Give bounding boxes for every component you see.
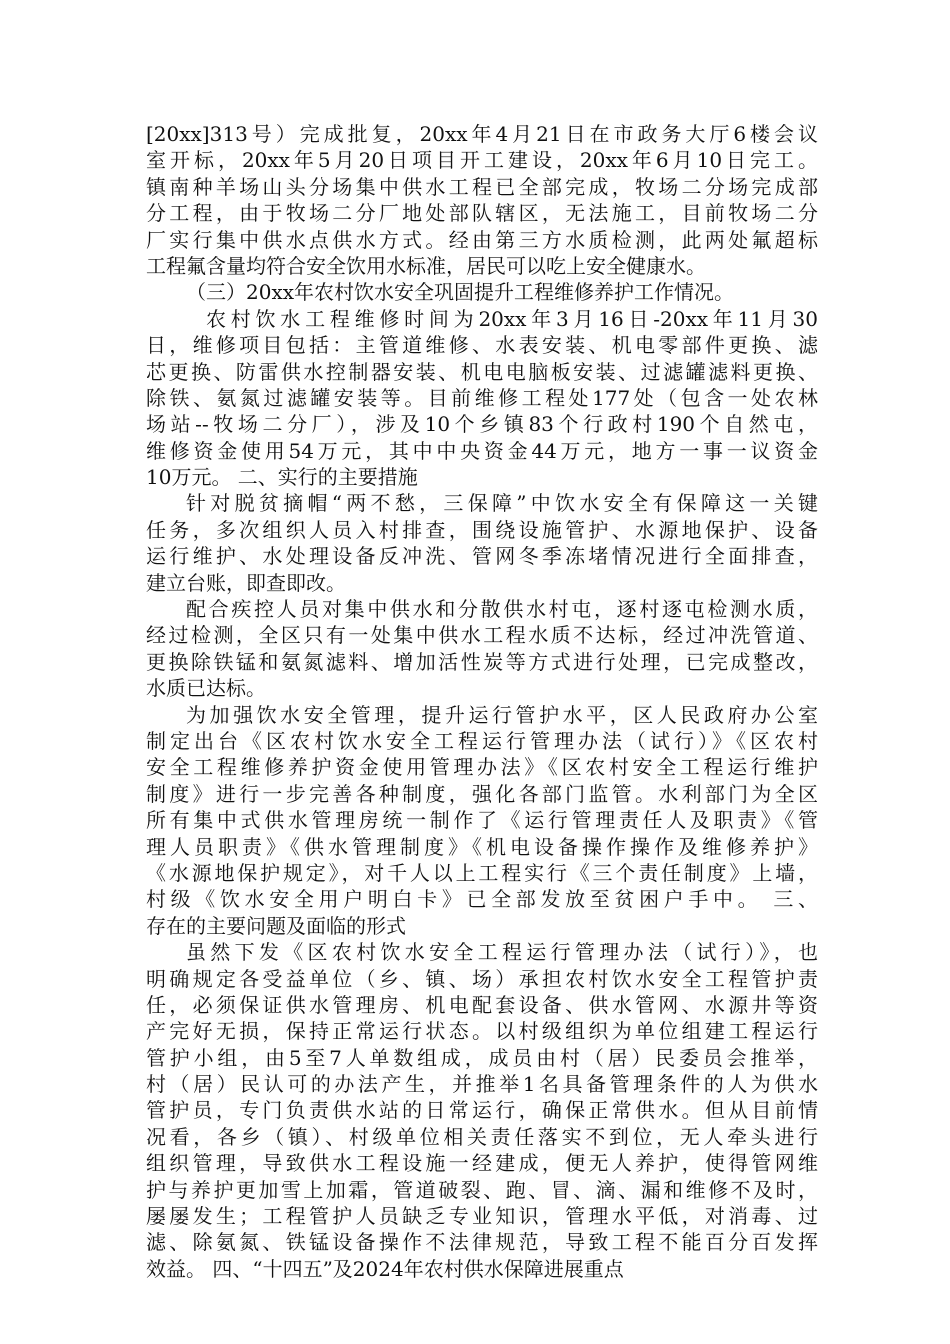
text-line: 维修资金使用54万元，其中中央资金44万元，地方一事一议资金 <box>146 438 818 463</box>
text-line: [20xx]313号）完成批复，20xx年4月21日在市政务大厅6楼会议 <box>146 122 818 146</box>
text-line: 为加强饮水安全管理，提升运行管护水平，区人民政府办公室 <box>186 702 818 727</box>
text-line: 组织管理，导致供水工程设施一经建成，便无人养护，使得管网维 <box>146 1151 818 1176</box>
text-line: 更换除铁锰和氨氮滤料、增加活性炭等方式进行处理，已完成整改， <box>146 649 818 674</box>
text-line: 存在的主要问题及面临的形式 <box>146 913 406 938</box>
text-line: 村级《饮水安全用户明白卡》已全部发放至贫困户手中。 三、 <box>146 887 818 912</box>
text-line: 屡屡发生；工程管护人员缺乏专业知识，管理水平低，对消毒、过 <box>146 1204 818 1229</box>
text-line: 运行维护、水处理设备反冲洗、管网冬季冻堵情况进行全面排查， <box>146 544 818 569</box>
text-line: 分工程，由于牧场二分厂地处部队辖区，无法施工，目前牧场二分 <box>146 201 818 226</box>
text-line: 芯更换、防雷供水控制器安装、机电电脑板安装、过滤罐滤料更换、 <box>146 359 818 384</box>
text-line: 镇南种羊场山头分场集中供水工程已全部完成，牧场二分场完成部 <box>146 174 818 199</box>
text-line: 安全工程维修养护资金使用管理办法》《区农村安全工程运行维护 <box>146 755 818 780</box>
text-line: 农村饮水工程维修时间为20xx年3月16日-20xx年11月30 <box>206 306 818 331</box>
text-line: 《水源地保护规定》，对千人以上工程实行《三个责任制度》上墙， <box>146 860 818 885</box>
text-line: 厂实行集中供水点供水方式。经由第三方水质检测，此两处氟超标 <box>146 227 818 252</box>
text-line: 虽然下发《区农村饮水安全工程运行管理办法（试行）》，也 <box>186 940 818 965</box>
text-line: 效益。 四、“十四五”及2024年农村供水保障进展重点 <box>146 1256 624 1281</box>
text-line: 除铁、氨氮过滤罐安装等。目前维修工程处177处（包含一处农林 <box>146 385 818 410</box>
text-line: 水质已达标。 <box>146 676 266 701</box>
text-line: 滤、除氨氮、铁锰设备操作不法律规范，导致工程不能百分百发挥 <box>146 1230 818 1255</box>
text-line: 制度》进行一步完善各种制度，强化各部门监管。水利部门为全区 <box>146 781 818 806</box>
text-line: 制定出台《区农村饮水安全工程运行管理办法（试行）》《区农村 <box>146 728 818 753</box>
text-line: 明确规定各受益单位（乡、镇、场）承担农村饮水安全工程管护责 <box>146 966 818 991</box>
text-line: 护与养护更加雪上加霜，管道破裂、跑、冒、滴、漏和维修不及时， <box>146 1177 818 1202</box>
text-line: 所有集中式供水管理房统一制作了《运行管理责任人及职责》《管 <box>146 808 818 833</box>
text-line: 10万元。 二、实行的主要措施 <box>146 465 418 490</box>
text-line: 任务，多次组织人员入村排查，围绕设施管护、水源地保护、设备 <box>146 517 818 542</box>
section-heading: （三）20xx年农村饮水安全巩固提升工程维修养护工作情况。 <box>186 280 735 305</box>
text-line: 针对脱贫摘帽“两不愁，三保障”中饮水安全有保障这一关键 <box>186 491 818 516</box>
text-line: 任，必须保证供水管理房、机电配套设备、供水管网、水源井等资 <box>146 992 818 1017</box>
text-line: 产完好无损，保持正常运行状态。以村级组织为单位组建工程运行 <box>146 1019 818 1044</box>
text-line: 工程氟含量均符合安全饮用水标准，居民可以吃上安全健康水。 <box>146 253 706 278</box>
text-line: 建立台账，即查即改。 <box>146 570 346 595</box>
text-line: 经过检测，全区只有一处集中供水工程水质不达标，经过冲洗管道、 <box>146 623 818 648</box>
text-line: 况看，各乡（镇）、村级单位相关责任落实不到位，无人牵头进行 <box>146 1124 818 1149</box>
document-body <box>146 121 818 1282</box>
text-line: 村（居）民认可的办法产生，并推举1名具备管理条件的人为供水 <box>146 1072 818 1097</box>
text-line: 管护小组，由5至7人单数组成，成员由村（居）民委员会推举， <box>146 1045 818 1070</box>
text-line: 理人员职责》《供水管理制度》《机电设备操作操作及维修养护》 <box>146 834 818 859</box>
text-line: 室开标，20xx年5月20日项目开工建设，20xx年6月10日完工。 <box>146 148 818 173</box>
text-line: 场站--牧场二分厂），涉及10个乡镇83个行政村190个自然屯， <box>146 412 818 437</box>
text-line: 管护员，专门负责供水站的日常运行，确保正常供水。但从目前情 <box>146 1098 818 1123</box>
text-line: 配合疾控人员对集中供水和分散供水村屯，逐村逐屯检测水质， <box>186 597 818 622</box>
text-line: 日，维修项目包括：主管道维修、水表安装、机电零部件更换、滤 <box>146 333 818 358</box>
